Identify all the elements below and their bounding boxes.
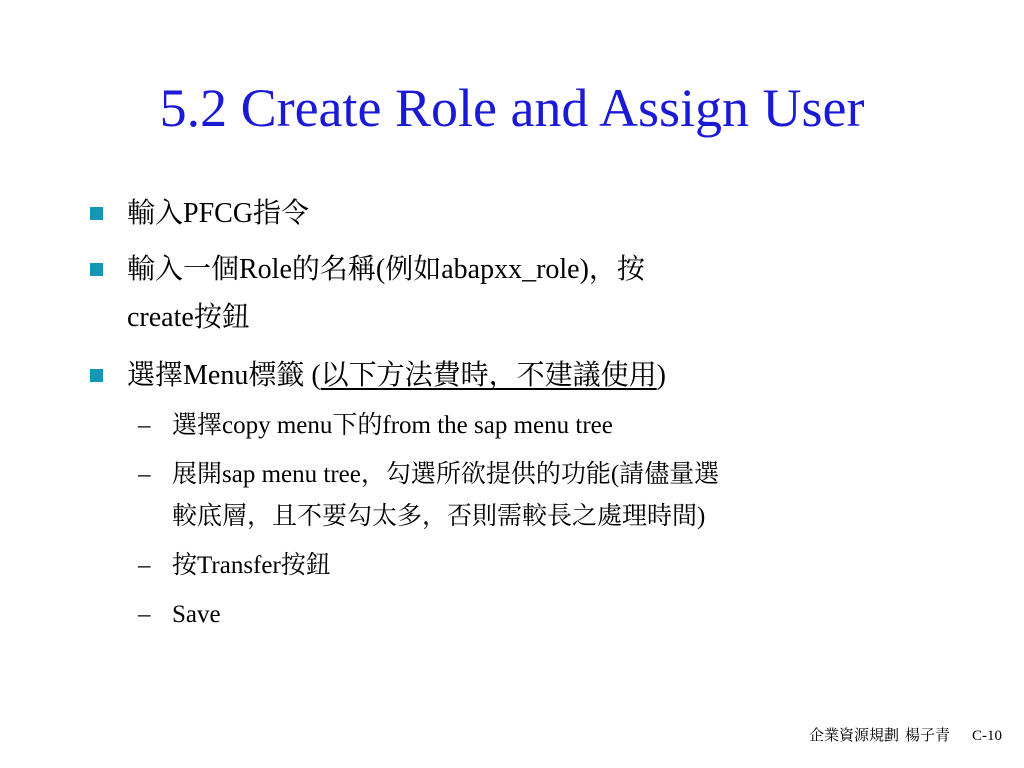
bullet-item-role-name-cont: create按鈕 [127,302,250,333]
slide-title: 5.2 Create Role and Assign User [159,78,865,138]
square-bullet-icon [90,263,103,276]
footer-author: 楊子青 [904,728,950,744]
bullet-item-pfcg: 輸入PFCG指令 [127,198,310,229]
bullet-item-menu-tab [127,352,907,400]
slide-footer [803,726,1002,746]
bullet-item-role-name: 輸入一個Role的名稱(例如abapxx_role)，按 [127,254,645,285]
dash-bullet-icon: – [138,461,151,488]
dash-bullet-icon: – [138,412,151,439]
footer-course: 企業資源規劃 [808,728,899,744]
square-bullet-icon [90,369,103,382]
footer-page-number: C-10 [972,728,1002,744]
subitem-expand-tree-cont: 較底層，且不要勾太多，否則需較長之處理時間) [172,503,706,530]
menu-tab-prefix: 選擇Menu標籤 ( [127,360,321,391]
square-bullet-icon [90,207,103,220]
subitem-transfer: 按Transfer按鈕 [172,552,331,579]
menu-tab-suffix: ) [656,360,666,391]
dash-bullet-icon: – [138,601,151,628]
subitem-expand-tree: 展開sap menu tree，勾選所欲提供的功能(請儘量選 [172,461,720,488]
subitem-copy-menu: 選擇copy menu下的from the sap menu tree [172,412,613,439]
subitem-save: Save [172,601,221,628]
dash-bullet-icon: – [138,552,151,579]
menu-tab-warning: 以下方法費時，不建議使用 [320,360,657,391]
